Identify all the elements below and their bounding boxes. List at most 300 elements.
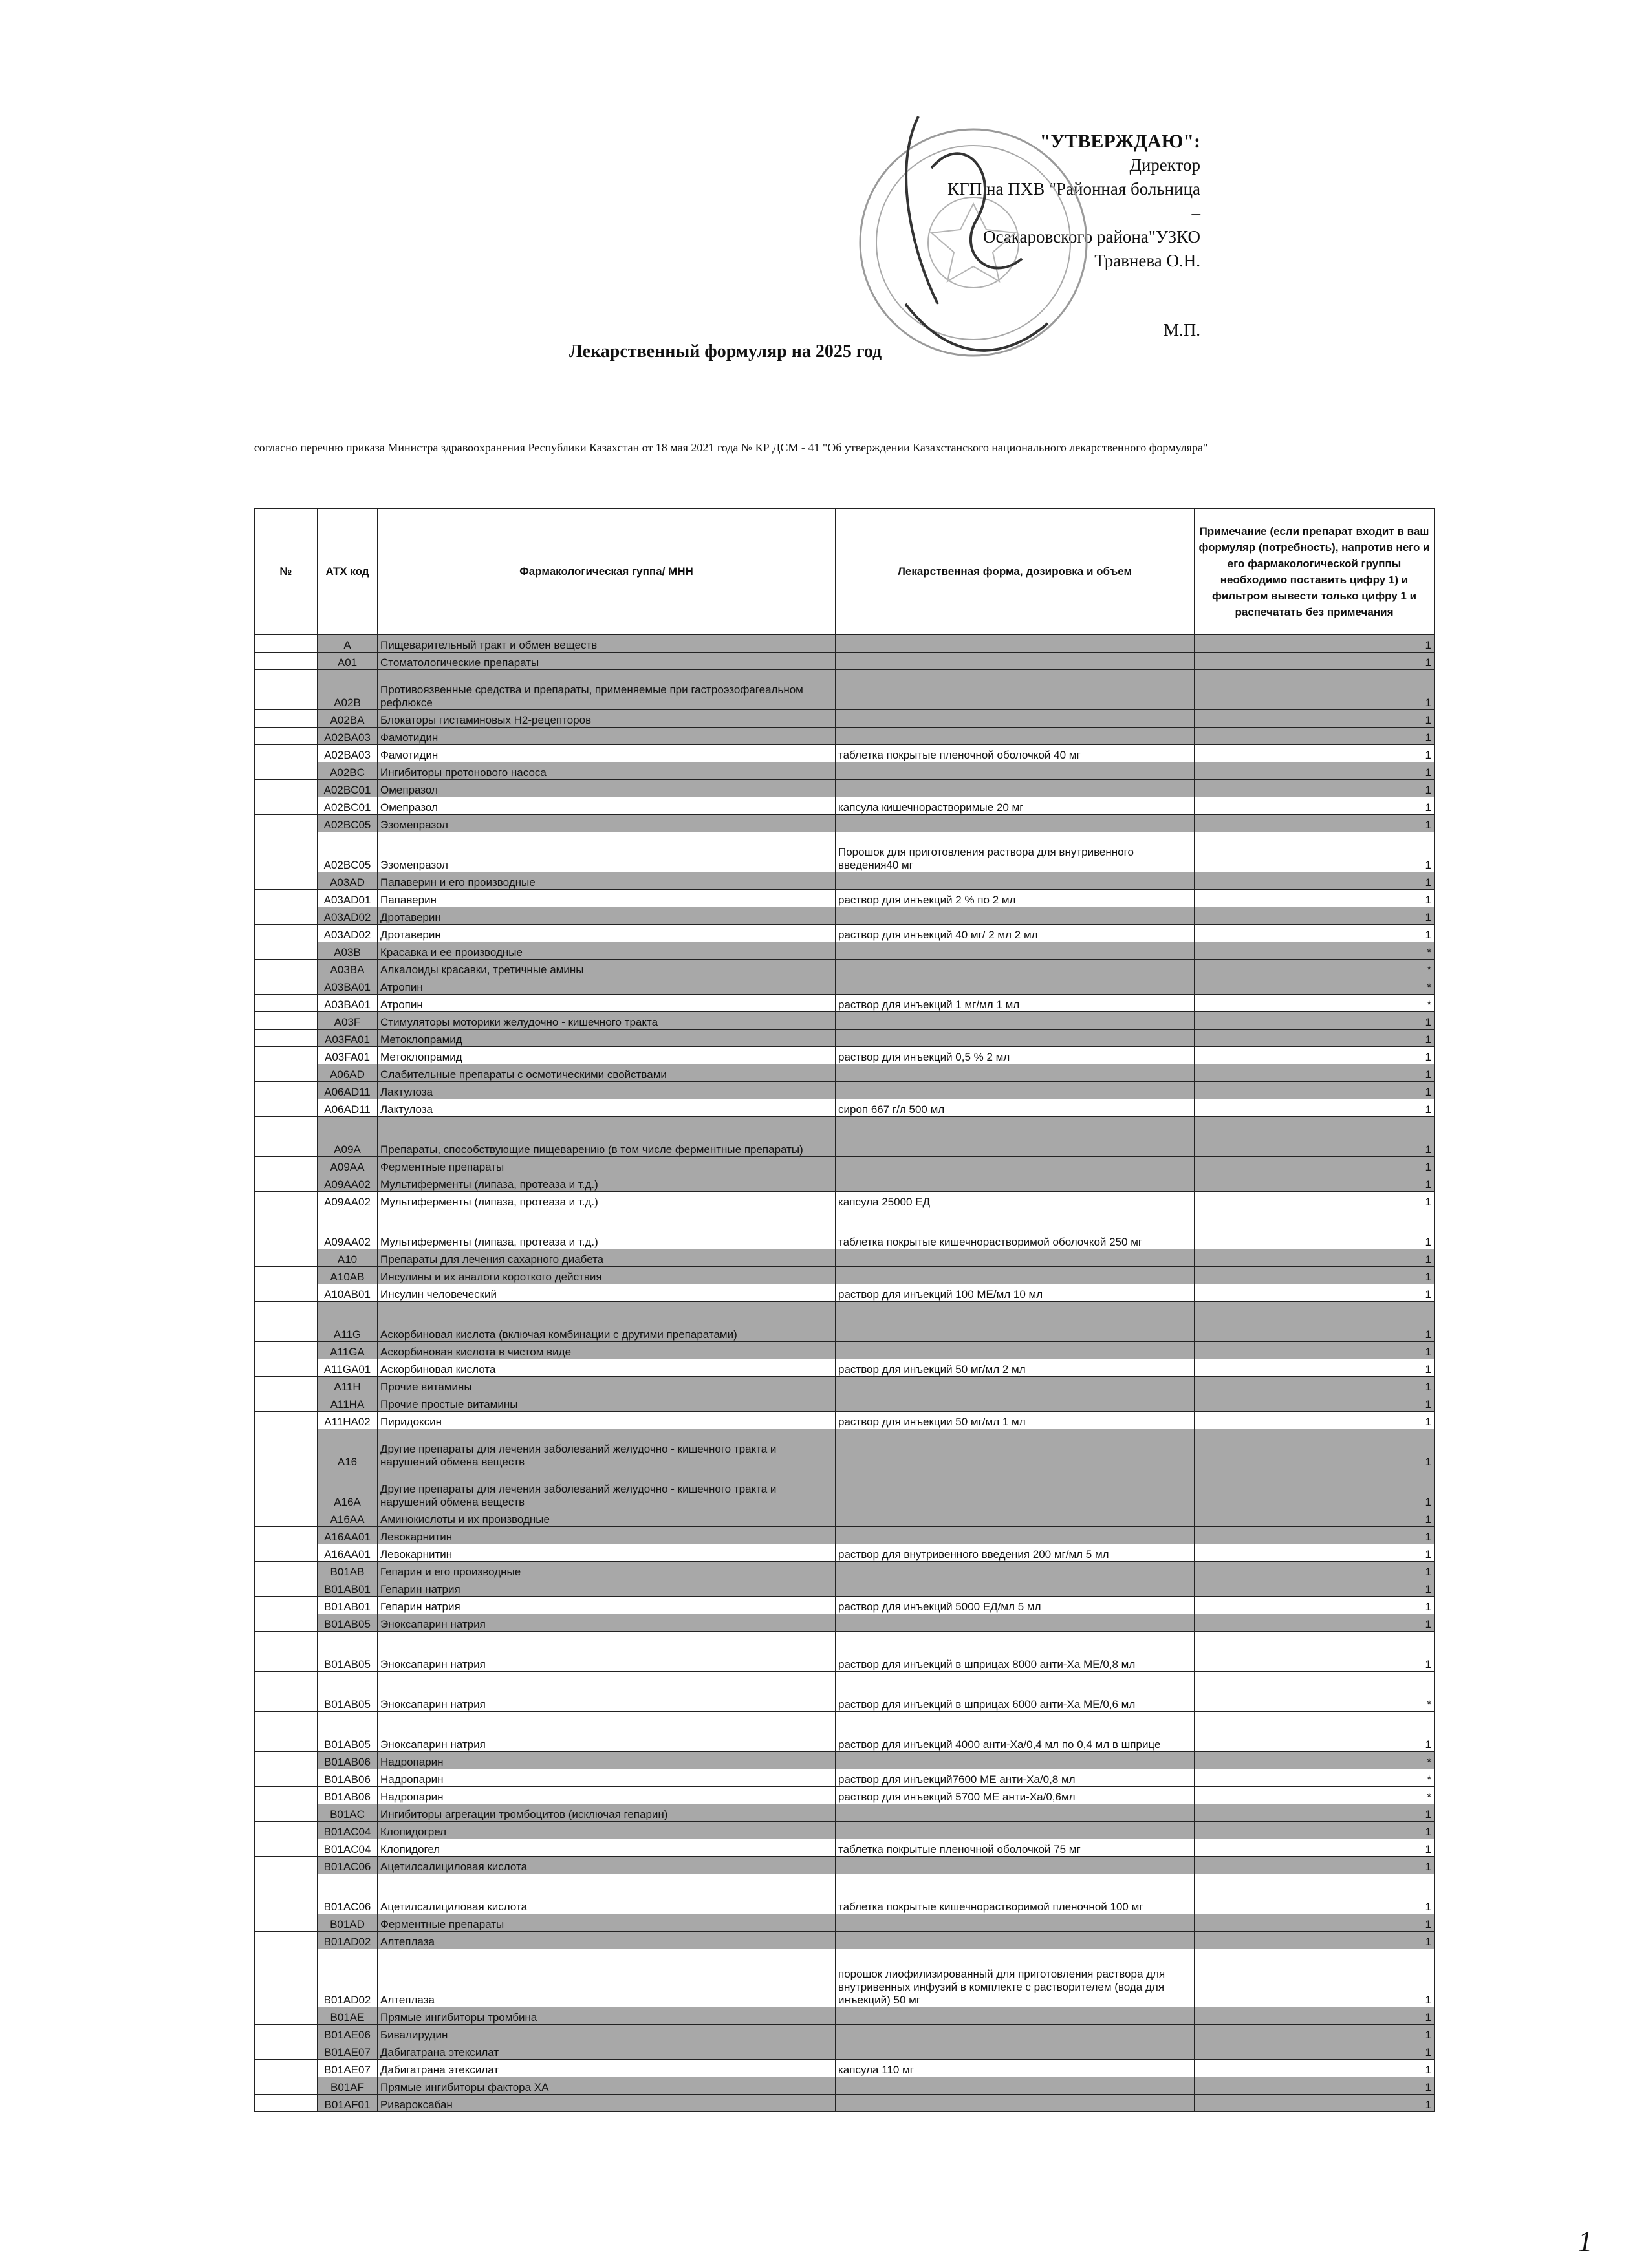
cell-atc: A03FA01 bbox=[318, 1030, 378, 1047]
cell-atc: A09AA02 bbox=[318, 1174, 378, 1192]
cell-form bbox=[836, 1614, 1195, 1632]
table-row bbox=[255, 1047, 1435, 1064]
cell-name: Эноксапарин натрия bbox=[378, 1614, 836, 1632]
cell-mark: 1 bbox=[1195, 1082, 1435, 1099]
cell-name: Дабигатрана этексилат bbox=[378, 2042, 836, 2060]
cell-name: Левокарнитин bbox=[378, 1544, 836, 1562]
cell-mark: 1 bbox=[1195, 925, 1435, 942]
cell-name: Ингибиторы протонового насоса bbox=[378, 762, 836, 780]
cell-atc: A02BC01 bbox=[318, 797, 378, 815]
cell-name: Омепразол bbox=[378, 797, 836, 815]
cell-form: Порошок для приготовления раствора для внутривенного введения40 мг bbox=[836, 832, 1195, 872]
table-row bbox=[255, 635, 1435, 653]
table-row bbox=[255, 815, 1435, 832]
cell-name: Красавка и ее производные bbox=[378, 942, 836, 960]
cell-atc: A16 bbox=[318, 1429, 378, 1469]
cell-form bbox=[836, 815, 1195, 832]
cell-form: раствор для инъекций7600 МЕ анти-Ха/0,8 мл bbox=[836, 1769, 1195, 1787]
cell-name: Прочие витамины bbox=[378, 1377, 836, 1394]
cell-form bbox=[836, 1157, 1195, 1174]
cell-form bbox=[836, 635, 1195, 653]
table-row bbox=[255, 1804, 1435, 1822]
table-row bbox=[255, 1822, 1435, 1839]
cell-mark: * bbox=[1195, 1769, 1435, 1787]
cell-mark: 1 bbox=[1195, 1509, 1435, 1527]
cell-atc: B01AB05 bbox=[318, 1672, 378, 1712]
cell-name: Блокаторы гистаминовых Н2-рецепторов bbox=[378, 710, 836, 728]
cell-mark: 1 bbox=[1195, 1117, 1435, 1157]
cell-num bbox=[255, 2007, 318, 2025]
cell-mark: * bbox=[1195, 1787, 1435, 1804]
cell-mark: 1 bbox=[1195, 728, 1435, 745]
cell-mark: 1 bbox=[1195, 1012, 1435, 1030]
table-row bbox=[255, 1562, 1435, 1579]
document-subtitle: согласно перечню приказа Министра здравоохранения Республики Казахстан от 18 мая 2021 года № КР ДСМ - 41 "Об утверждении Казахстанского национального лекарственного формуляра" bbox=[254, 441, 1208, 454]
cell-form bbox=[836, 670, 1195, 710]
table-row bbox=[255, 907, 1435, 925]
cell-num bbox=[255, 2042, 318, 2060]
cell-form bbox=[836, 1117, 1195, 1157]
cell-atc: A02BC bbox=[318, 762, 378, 780]
cell-name: Алтеплаза bbox=[378, 1932, 836, 1949]
header-num: № bbox=[255, 509, 318, 635]
cell-num bbox=[255, 728, 318, 745]
cell-num bbox=[255, 2095, 318, 2112]
table-row bbox=[255, 1839, 1435, 1857]
cell-mark: 1 bbox=[1195, 1822, 1435, 1839]
cell-num bbox=[255, 1249, 318, 1267]
cell-name: Эноксапарин натрия bbox=[378, 1632, 836, 1672]
cell-mark: 1 bbox=[1195, 1949, 1435, 2007]
cell-num bbox=[255, 1359, 318, 1377]
cell-num bbox=[255, 653, 318, 670]
cell-form bbox=[836, 960, 1195, 977]
table-row bbox=[255, 872, 1435, 890]
cell-name: Надропарин bbox=[378, 1769, 836, 1787]
approval-position: Директор bbox=[1129, 155, 1200, 175]
cell-mark: 1 bbox=[1195, 780, 1435, 797]
cell-atc: A03BA01 bbox=[318, 995, 378, 1012]
cell-num bbox=[255, 1082, 318, 1099]
cell-mark: 1 bbox=[1195, 907, 1435, 925]
cell-name: Эноксапарин натрия bbox=[378, 1672, 836, 1712]
table-row bbox=[255, 1509, 1435, 1527]
table-row bbox=[255, 1857, 1435, 1874]
cell-name: Ацетилсалициловая кислота bbox=[378, 1874, 836, 1914]
cell-form: раствор для инъекций 0,5 % 2 мл bbox=[836, 1047, 1195, 1064]
cell-mark: * bbox=[1195, 995, 1435, 1012]
cell-num bbox=[255, 1064, 318, 1082]
table-row bbox=[255, 1769, 1435, 1787]
cell-mark: 1 bbox=[1195, 1157, 1435, 1174]
cell-mark: 1 bbox=[1195, 890, 1435, 907]
cell-atc: B01AD02 bbox=[318, 1949, 378, 2007]
cell-name: Надропарин bbox=[378, 1752, 836, 1769]
cell-num bbox=[255, 1030, 318, 1047]
table-row bbox=[255, 1249, 1435, 1267]
cell-atc: B01AC bbox=[318, 1804, 378, 1822]
cell-num bbox=[255, 1099, 318, 1117]
cell-mark: 1 bbox=[1195, 797, 1435, 815]
cell-mark: * bbox=[1195, 1672, 1435, 1712]
cell-mark: 1 bbox=[1195, 762, 1435, 780]
cell-form bbox=[836, 1804, 1195, 1822]
cell-name: Другие препараты для лечения заболеваний желудочно - кишечного тракта и нарушений обмена веществ bbox=[378, 1429, 836, 1469]
cell-atc: B01AE bbox=[318, 2007, 378, 2025]
cell-form bbox=[836, 1302, 1195, 1342]
cell-mark: 1 bbox=[1195, 1874, 1435, 1914]
table-row bbox=[255, 1412, 1435, 1429]
table-row bbox=[255, 1099, 1435, 1117]
cell-name: Лактулоза bbox=[378, 1082, 836, 1099]
table-row bbox=[255, 1030, 1435, 1047]
cell-num bbox=[255, 1509, 318, 1527]
header-atc: АТХ код bbox=[318, 509, 378, 635]
approval-name: Травнева О.Н. bbox=[1094, 251, 1200, 270]
cell-form: раствор для инъекций 2 % по 2 мл bbox=[836, 890, 1195, 907]
cell-mark: 1 bbox=[1195, 1377, 1435, 1394]
cell-atc: A02BA03 bbox=[318, 728, 378, 745]
cell-num bbox=[255, 1839, 318, 1857]
cell-atc: B01AF bbox=[318, 2077, 378, 2095]
cell-atc: B01AE07 bbox=[318, 2060, 378, 2077]
table-row bbox=[255, 1874, 1435, 1914]
table-row bbox=[255, 977, 1435, 995]
table-row bbox=[255, 1712, 1435, 1752]
cell-mark: 1 bbox=[1195, 872, 1435, 890]
cell-mark: 1 bbox=[1195, 1394, 1435, 1412]
cell-form bbox=[836, 762, 1195, 780]
table-row bbox=[255, 745, 1435, 762]
cell-form bbox=[836, 1174, 1195, 1192]
cell-atc: A02BC01 bbox=[318, 780, 378, 797]
cell-num bbox=[255, 710, 318, 728]
cell-form bbox=[836, 907, 1195, 925]
table-row bbox=[255, 2095, 1435, 2112]
cell-num bbox=[255, 1857, 318, 1874]
cell-mark: 1 bbox=[1195, 1192, 1435, 1209]
cell-atc: A06AD11 bbox=[318, 1099, 378, 1117]
cell-form bbox=[836, 653, 1195, 670]
cell-name: Дротаверин bbox=[378, 925, 836, 942]
cell-form bbox=[836, 728, 1195, 745]
cell-form bbox=[836, 977, 1195, 995]
cell-num bbox=[255, 1597, 318, 1614]
cell-num bbox=[255, 1822, 318, 1839]
cell-atc: A16A bbox=[318, 1469, 378, 1509]
table-row bbox=[255, 1174, 1435, 1192]
cell-mark: 1 bbox=[1195, 1209, 1435, 1249]
cell-mark: * bbox=[1195, 977, 1435, 995]
table-row bbox=[255, 1544, 1435, 1562]
cell-name: Надропарин bbox=[378, 1787, 836, 1804]
table-row bbox=[255, 1787, 1435, 1804]
cell-form bbox=[836, 1012, 1195, 1030]
cell-form: таблетка покрытые кишечнорастворимой пленочной 100 мг bbox=[836, 1874, 1195, 1914]
cell-form bbox=[836, 1342, 1195, 1359]
cell-num bbox=[255, 780, 318, 797]
cell-form bbox=[836, 1579, 1195, 1597]
cell-mark: 1 bbox=[1195, 1099, 1435, 1117]
cell-num bbox=[255, 1284, 318, 1302]
table-row bbox=[255, 2025, 1435, 2042]
cell-name: Клопидогел bbox=[378, 1839, 836, 1857]
cell-form bbox=[836, 1562, 1195, 1579]
cell-mark: 1 bbox=[1195, 1804, 1435, 1822]
cell-num bbox=[255, 1932, 318, 1949]
cell-num bbox=[255, 1047, 318, 1064]
cell-form: раствор для инъекций 50 мг/мл 2 мл bbox=[836, 1359, 1195, 1377]
cell-form: раствор для инъекций 4000 анти-Ха/0,4 мл по 0,4 мл в шприце bbox=[836, 1712, 1195, 1752]
cell-atc: A02B bbox=[318, 670, 378, 710]
cell-mark: 1 bbox=[1195, 815, 1435, 832]
table-row bbox=[255, 890, 1435, 907]
cell-atc: A02BA bbox=[318, 710, 378, 728]
cell-form bbox=[836, 1030, 1195, 1047]
cell-atc: A02BA03 bbox=[318, 745, 378, 762]
table-row bbox=[255, 1932, 1435, 1949]
cell-name: Алкалоиды красавки, третичные амины bbox=[378, 960, 836, 977]
cell-form bbox=[836, 1527, 1195, 1544]
cell-form bbox=[836, 1267, 1195, 1284]
cell-form bbox=[836, 2025, 1195, 2042]
table-row bbox=[255, 762, 1435, 780]
table-row bbox=[255, 995, 1435, 1012]
cell-name: Аскорбиновая кислота в чистом виде bbox=[378, 1342, 836, 1359]
cell-atc: B01AC06 bbox=[318, 1874, 378, 1914]
table-row bbox=[255, 1394, 1435, 1412]
table-row bbox=[255, 1614, 1435, 1632]
formulary-table bbox=[254, 508, 1435, 2112]
cell-atc: B01AB bbox=[318, 1562, 378, 1579]
page-number: 1 bbox=[1578, 2225, 1592, 2257]
cell-name: Прочие простые витамины bbox=[378, 1394, 836, 1412]
cell-form bbox=[836, 1082, 1195, 1099]
cell-atc: A11HA bbox=[318, 1394, 378, 1412]
cell-num bbox=[255, 925, 318, 942]
cell-name: Метоклопрамид bbox=[378, 1047, 836, 1064]
cell-name: Препараты, способствующие пищеварению (в том числе ферментные препараты) bbox=[378, 1117, 836, 1157]
cell-name: Папаверин и его производные bbox=[378, 872, 836, 890]
cell-form: порошок лиофилизированный для приготовления раствора для внутривенных инфузий в комплекте с растворителем (вода для инъекций) 50 мг bbox=[836, 1949, 1195, 2007]
cell-atc: A03B bbox=[318, 942, 378, 960]
cell-mark: 1 bbox=[1195, 710, 1435, 728]
cell-mark: 1 bbox=[1195, 635, 1435, 653]
cell-form bbox=[836, 1249, 1195, 1267]
cell-atc: B01AB06 bbox=[318, 1787, 378, 1804]
cell-num bbox=[255, 1914, 318, 1932]
cell-form: раствор для инъекций 5000 ЕД/мл 5 мл bbox=[836, 1597, 1195, 1614]
cell-atc: B01AC04 bbox=[318, 1822, 378, 1839]
table-row bbox=[255, 670, 1435, 710]
cell-name: Ривароксабан bbox=[378, 2095, 836, 2112]
cell-num bbox=[255, 762, 318, 780]
cell-name: Гепарин натрия bbox=[378, 1579, 836, 1597]
cell-name: Стоматологические препараты bbox=[378, 653, 836, 670]
cell-num bbox=[255, 1157, 318, 1174]
cell-name: Пиридоксин bbox=[378, 1412, 836, 1429]
cell-num bbox=[255, 995, 318, 1012]
cell-mark: 1 bbox=[1195, 1249, 1435, 1267]
cell-form bbox=[836, 1822, 1195, 1839]
cell-name: Другие препараты для лечения заболеваний желудочно - кишечного тракта и нарушений обмена веществ bbox=[378, 1469, 836, 1509]
table-row bbox=[255, 797, 1435, 815]
cell-mark: 1 bbox=[1195, 670, 1435, 710]
cell-mark: 1 bbox=[1195, 2042, 1435, 2060]
approval-org-line2: – bbox=[1191, 203, 1200, 222]
cell-atc: A03F bbox=[318, 1012, 378, 1030]
cell-form bbox=[836, 2077, 1195, 2095]
cell-mark: 1 bbox=[1195, 1932, 1435, 1949]
cell-num bbox=[255, 1174, 318, 1192]
table-row bbox=[255, 1064, 1435, 1082]
cell-num bbox=[255, 1769, 318, 1787]
cell-num bbox=[255, 1949, 318, 2007]
cell-num bbox=[255, 1804, 318, 1822]
cell-atc: A06AD11 bbox=[318, 1082, 378, 1099]
cell-name: Фамотидин bbox=[378, 745, 836, 762]
cell-mark: 1 bbox=[1195, 1544, 1435, 1562]
cell-atc: A06AD bbox=[318, 1064, 378, 1082]
cell-num bbox=[255, 872, 318, 890]
cell-form: таблетка покрытые пленочной оболочкой 40 мг bbox=[836, 745, 1195, 762]
cell-form: раствор для инъекций 1 мг/мл 1 мл bbox=[836, 995, 1195, 1012]
cell-atc: B01AB06 bbox=[318, 1752, 378, 1769]
cell-atc: A03AD01 bbox=[318, 890, 378, 907]
cell-num bbox=[255, 815, 318, 832]
cell-name: Дротаверин bbox=[378, 907, 836, 925]
cell-name: Аскорбиновая кислота (включая комбинации с другими препаратами) bbox=[378, 1302, 836, 1342]
cell-mark: 1 bbox=[1195, 2007, 1435, 2025]
cell-name: Омепразол bbox=[378, 780, 836, 797]
cell-form: раствор для инъекции 50 мг/мл 1 мл bbox=[836, 1412, 1195, 1429]
cell-form bbox=[836, 1429, 1195, 1469]
cell-mark: * bbox=[1195, 942, 1435, 960]
cell-num bbox=[255, 1787, 318, 1804]
table-row bbox=[255, 1469, 1435, 1509]
cell-num bbox=[255, 890, 318, 907]
cell-num bbox=[255, 960, 318, 977]
cell-form: таблетка покрытые кишечнорастворимой оболочкой 250 мг bbox=[836, 1209, 1195, 1249]
cell-form: капсула 110 мг bbox=[836, 2060, 1195, 2077]
cell-mark: 1 bbox=[1195, 1064, 1435, 1082]
cell-mark: 1 bbox=[1195, 1030, 1435, 1047]
cell-num bbox=[255, 1117, 318, 1157]
cell-atc: B01AB06 bbox=[318, 1769, 378, 1787]
cell-mark: 1 bbox=[1195, 1302, 1435, 1342]
cell-mark: 1 bbox=[1195, 2095, 1435, 2112]
cell-atc: A11HA02 bbox=[318, 1412, 378, 1429]
cell-form: раствор для внутривенного введения 200 мг/мл 5 мл bbox=[836, 1544, 1195, 1562]
table-row bbox=[255, 832, 1435, 872]
cell-mark: 1 bbox=[1195, 653, 1435, 670]
cell-num bbox=[255, 907, 318, 925]
cell-form bbox=[836, 1752, 1195, 1769]
cell-atc: B01AB05 bbox=[318, 1614, 378, 1632]
table-row bbox=[255, 1267, 1435, 1284]
cell-num bbox=[255, 1672, 318, 1712]
cell-form bbox=[836, 2095, 1195, 2112]
cell-atc: A09AA02 bbox=[318, 1209, 378, 1249]
table-row bbox=[255, 1209, 1435, 1249]
cell-name: Ацетилсалициловая кислота bbox=[378, 1857, 836, 1874]
approval-title: "УТВЕРЖДАЮ": bbox=[1039, 131, 1200, 152]
cell-num bbox=[255, 1209, 318, 1249]
header-note: Примечание (если препарат входит в ваш формуляр (потребность), напротив него и его фармакологической группы необходимо поставить цифру 1) и фильтром вывести только цифру 1 и распечатать без примечания bbox=[1195, 509, 1435, 635]
cell-name: Слабительные препараты с осмотическими свойствами bbox=[378, 1064, 836, 1082]
cell-atc: A11H bbox=[318, 1377, 378, 1394]
cell-form: сироп 667 г/л 500 мл bbox=[836, 1099, 1195, 1117]
cell-name: Аминокислоты и их производные bbox=[378, 1509, 836, 1527]
cell-form bbox=[836, 780, 1195, 797]
cell-form bbox=[836, 1857, 1195, 1874]
table-header-row bbox=[255, 509, 1435, 635]
cell-name: Ферментные препараты bbox=[378, 1914, 836, 1932]
cell-num bbox=[255, 2025, 318, 2042]
cell-form: раствор для инъекций 5700 МЕ анти-Ха/0,6мл bbox=[836, 1787, 1195, 1804]
table-row bbox=[255, 1377, 1435, 1394]
cell-num bbox=[255, 1267, 318, 1284]
cell-name: Мультиферменты (липаза, протеаза и т.д.) bbox=[378, 1192, 836, 1209]
cell-name: Лактулоза bbox=[378, 1099, 836, 1117]
cell-atc: A02BC05 bbox=[318, 832, 378, 872]
table-row bbox=[255, 942, 1435, 960]
table-row bbox=[255, 1429, 1435, 1469]
cell-atc: A01 bbox=[318, 653, 378, 670]
document-title: Лекарственный формуляр на 2025 год bbox=[569, 341, 882, 362]
table-row bbox=[255, 653, 1435, 670]
cell-atc: A09A bbox=[318, 1117, 378, 1157]
header-group: Фармакологическая гуппа/ МНН bbox=[378, 509, 836, 635]
table-row bbox=[255, 1012, 1435, 1030]
cell-atc: A03AD02 bbox=[318, 925, 378, 942]
cell-num bbox=[255, 670, 318, 710]
cell-name: Бивалирудин bbox=[378, 2025, 836, 2042]
cell-mark: 1 bbox=[1195, 1579, 1435, 1597]
cell-atc: A bbox=[318, 635, 378, 653]
cell-form bbox=[836, 2042, 1195, 2060]
cell-mark: 1 bbox=[1195, 745, 1435, 762]
cell-mark: 1 bbox=[1195, 1914, 1435, 1932]
cell-atc: A03BA01 bbox=[318, 977, 378, 995]
cell-name: Гепарин и его производные bbox=[378, 1562, 836, 1579]
cell-atc: B01AC06 bbox=[318, 1857, 378, 1874]
cell-atc: A03AD02 bbox=[318, 907, 378, 925]
cell-mark: 1 bbox=[1195, 2025, 1435, 2042]
cell-name: Эзомепразол bbox=[378, 832, 836, 872]
cell-atc: B01AF01 bbox=[318, 2095, 378, 2112]
cell-atc: A02BC05 bbox=[318, 815, 378, 832]
cell-name: Пищеварительный тракт и обмен веществ bbox=[378, 635, 836, 653]
cell-num bbox=[255, 1614, 318, 1632]
cell-mark: 1 bbox=[1195, 1839, 1435, 1857]
cell-name: Инсулины и их аналоги короткого действия bbox=[378, 1267, 836, 1284]
cell-form bbox=[836, 942, 1195, 960]
cell-num bbox=[255, 1874, 318, 1914]
cell-form bbox=[836, 872, 1195, 890]
cell-mark: 1 bbox=[1195, 1857, 1435, 1874]
cell-name: Метоклопрамид bbox=[378, 1030, 836, 1047]
cell-num bbox=[255, 1412, 318, 1429]
cell-name: Прямые ингибиторы фактора ХА bbox=[378, 2077, 836, 2095]
cell-name: Клопидогрел bbox=[378, 1822, 836, 1839]
table-row bbox=[255, 1632, 1435, 1672]
table-row bbox=[255, 728, 1435, 745]
table-row bbox=[255, 2060, 1435, 2077]
cell-num bbox=[255, 1632, 318, 1672]
cell-form bbox=[836, 1932, 1195, 1949]
cell-name: Противоязвенные средства и препараты, применяемые при гастроэзофагеальном рефлюксе bbox=[378, 670, 836, 710]
